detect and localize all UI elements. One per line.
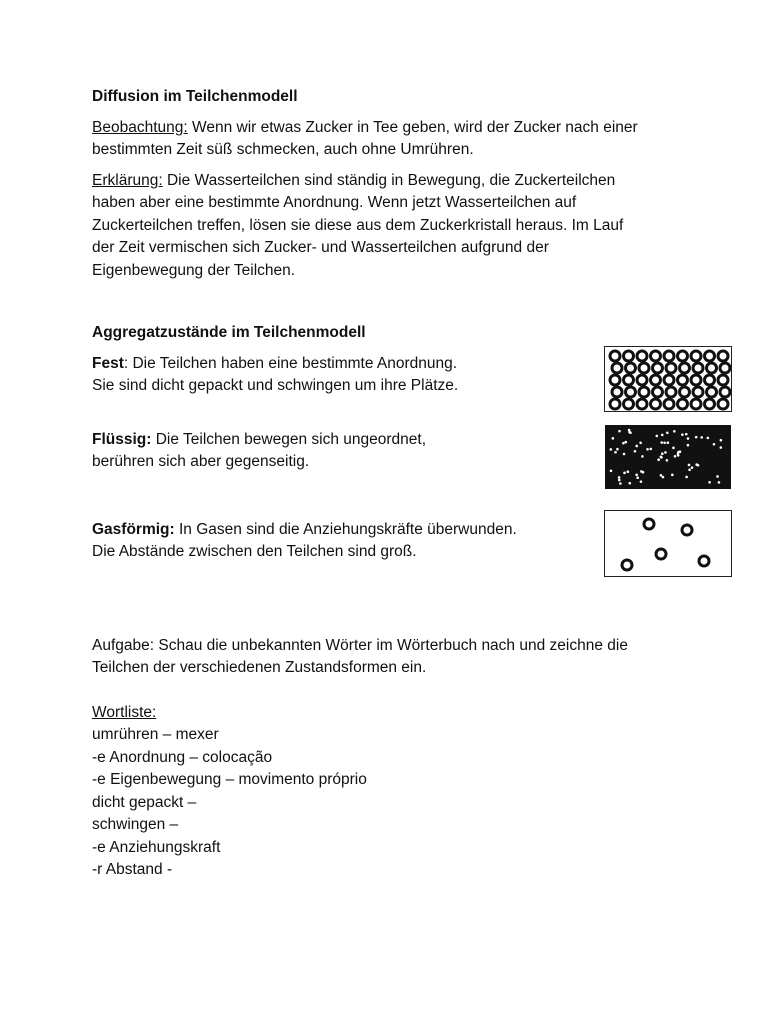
liquid-particle-gap	[640, 480, 643, 483]
liquid-particle-gap	[685, 475, 688, 478]
states-title: Aggregatzustände im Teilchenmodell	[92, 324, 366, 341]
liquid-particle-gap	[720, 446, 723, 449]
explanation-line-4: der Zeit vermischen sich Zucker- und Wasserteilchen aufgrund der	[92, 239, 549, 256]
solid-particle	[610, 351, 620, 361]
solid-particle	[666, 363, 676, 373]
solid-particle-box	[604, 346, 732, 412]
solid-particle	[653, 387, 663, 397]
liquid-particle-gap	[672, 446, 675, 449]
solid-particle	[691, 375, 701, 385]
liquid-particle-gap	[640, 470, 643, 473]
solid-particle	[637, 399, 647, 409]
solid-line-2: Sie sind dicht gepackt und schwingen um ihre Plätze.	[92, 377, 459, 394]
liquid-particle-gap	[707, 436, 710, 439]
liquid-particle-gap	[657, 458, 660, 461]
liquid-particle-gap	[667, 441, 670, 444]
solid-particle	[612, 363, 622, 373]
solid-particle	[678, 351, 688, 361]
liquid-particle-gap	[639, 441, 642, 444]
solid-particle	[651, 351, 661, 361]
solid-particle	[720, 387, 730, 397]
solid-particle	[666, 387, 676, 397]
solid-particle	[705, 375, 715, 385]
solid-particle	[718, 351, 728, 361]
liquid-fill	[605, 425, 731, 489]
state-gas	[92, 519, 732, 635]
liquid-particle-gap	[671, 473, 674, 476]
solid-particle	[707, 387, 717, 397]
solid-particle	[693, 363, 703, 373]
solid-particle	[626, 387, 636, 397]
solid-particle	[678, 375, 688, 385]
liquid-particle-gap	[618, 429, 621, 432]
liquid-particle-gap	[649, 447, 652, 450]
liquid-particle-gap	[663, 441, 666, 444]
liquid-particle-gap	[720, 438, 723, 441]
task-line-1: Aufgabe: Schau die unbekannten Wörter im Wörterbuch nach und zeichne die	[92, 636, 628, 654]
gas-label: Gasförmig:	[92, 520, 175, 538]
liquid-particle-gap	[661, 433, 664, 436]
observation-paragraph	[92, 117, 732, 162]
liquid-particle-gap	[700, 436, 703, 439]
explanation-line-2: haben aber eine bestimmte Anordnung. Wenn jetzt Wasserteilchen auf	[92, 194, 577, 211]
explanation-line-5: Eigenbewegung der Teilchen.	[92, 261, 296, 279]
solid-particle	[705, 351, 715, 361]
solid-particle	[651, 399, 661, 409]
solid-particle	[651, 375, 661, 385]
solid-particle	[707, 363, 717, 373]
liquid-label: Flüssig:	[92, 430, 152, 448]
gas-particle	[699, 556, 709, 566]
liquid-particle-gap	[666, 458, 669, 461]
wordlist-item: schwingen –	[92, 816, 179, 833]
liquid-particle-gap	[716, 475, 719, 478]
solid-label: Fest	[92, 354, 124, 372]
liquid-text	[92, 429, 562, 474]
liquid-particle-gap	[662, 475, 665, 478]
liquid-particle-gap	[614, 450, 617, 453]
liquid-particle-gap	[681, 433, 684, 436]
gas-line-1: In Gasen sind die Anziehungskräfte überwunden.	[174, 520, 517, 538]
liquid-particle-gap	[610, 448, 613, 451]
solid-particle	[718, 375, 728, 385]
solid-particle	[624, 399, 634, 409]
solid-particle	[639, 387, 649, 397]
liquid-particle-gap	[627, 470, 630, 473]
worksheet-page	[92, 86, 732, 882]
gas-line-2: Die Abstände zwischen den Teilchen sind groß.	[92, 543, 417, 560]
solid-particle	[637, 351, 647, 361]
liquid-particle-gap	[687, 443, 690, 446]
solid-particle	[664, 399, 674, 409]
wordlist-item: -e Anordnung – colocação	[92, 748, 273, 766]
solid-line-1: : Die Teilchen haben eine bestimmte Anordnung.	[123, 354, 458, 372]
gas-particles-drawing	[605, 511, 731, 576]
wordlist-item: dicht gepackt –	[92, 793, 197, 811]
liquid-particle-gap	[618, 476, 621, 479]
liquid-particle-gap	[635, 473, 638, 476]
liquid-particle-gap	[660, 473, 663, 476]
liquid-particle-gap	[612, 437, 615, 440]
liquid-particle-box	[604, 423, 732, 489]
liquid-particle-gap	[641, 455, 644, 458]
gas-text	[92, 519, 562, 564]
solid-particle	[664, 351, 674, 361]
solid-particle	[678, 399, 688, 409]
liquid-particle-gap	[679, 450, 682, 453]
solid-particle	[610, 375, 620, 385]
gas-particle	[644, 519, 654, 529]
observation-line-1: Wenn wir etwas Zucker in Tee geben, wird der Zucker nach einer	[187, 118, 638, 136]
solid-particle	[680, 363, 690, 373]
solid-particle	[691, 351, 701, 361]
liquid-particle-gap	[636, 476, 639, 479]
solid-particle	[720, 363, 730, 373]
solid-particle	[626, 363, 636, 373]
wordlist-item: -r Abstand -	[92, 861, 173, 878]
liquid-line-2: berühren sich aber gegenseitig.	[92, 453, 310, 470]
liquid-particle-gap	[661, 452, 664, 455]
wordlist	[92, 702, 732, 882]
solid-particles-drawing	[605, 347, 731, 411]
wordlist-title: Wortliste:	[92, 703, 157, 721]
liquid-particle-gap	[674, 455, 677, 458]
task-line-2: Teilchen der verschiedenen Zustandsformen ein.	[92, 659, 427, 676]
solid-particle	[624, 375, 634, 385]
diffusion-title: Diffusion im Teilchenmodell	[92, 88, 298, 105]
solid-particle	[610, 399, 620, 409]
solid-particle	[680, 387, 690, 397]
gas-particle	[622, 560, 632, 570]
liquid-particle-gap	[628, 481, 631, 484]
liquid-particle-gap	[635, 444, 638, 447]
liquid-particle-gap	[634, 449, 637, 452]
liquid-particle-gap	[673, 430, 676, 433]
liquid-particle-gap	[718, 481, 721, 484]
liquid-particle-gap	[646, 448, 649, 451]
liquid-particle-gap	[618, 478, 621, 481]
observation-label: Beobachtung:	[92, 118, 188, 136]
task-paragraph	[92, 635, 732, 680]
solid-particle	[612, 387, 622, 397]
solid-particle	[624, 351, 634, 361]
liquid-particle-gap	[619, 482, 622, 485]
liquid-particle-gap	[688, 463, 691, 466]
solid-particle	[664, 375, 674, 385]
liquid-particle-gap	[691, 466, 694, 469]
liquid-particle-gap	[713, 442, 716, 445]
solid-particle	[693, 387, 703, 397]
liquid-particle-gap	[664, 451, 667, 454]
solid-particle	[705, 399, 715, 409]
liquid-particle-gap	[688, 468, 691, 471]
state-solid	[92, 353, 732, 423]
liquid-particle-gap	[666, 431, 669, 434]
liquid-particle-gap	[677, 454, 680, 457]
liquid-particle-gap	[628, 428, 631, 431]
wordlist-item: -e Eigenbewegung – movimento próprio	[92, 771, 367, 788]
solid-particle	[639, 363, 649, 373]
liquid-particle-gap	[685, 432, 688, 435]
gas-particle	[656, 549, 666, 559]
liquid-particle-gap	[660, 441, 663, 444]
explanation-label: Erklärung:	[92, 171, 163, 189]
liquid-particle-gap	[623, 471, 626, 474]
liquid-particle-gap	[660, 455, 663, 458]
solid-particle	[691, 399, 701, 409]
liquid-particle-gap	[610, 469, 613, 472]
state-liquid	[92, 429, 732, 519]
solid-particle	[718, 399, 728, 409]
explanation-line-3: Zuckerteilchen treffen, lösen sie diese aus dem Zuckerkristall heraus. Im Lauf	[92, 216, 624, 234]
wordlist-item: -e Anziehungskraft	[92, 838, 221, 856]
liquid-particle-gap	[708, 480, 711, 483]
solid-particle	[653, 363, 663, 373]
wordlist-item: umrühren – mexer	[92, 726, 219, 743]
solid-particle	[637, 375, 647, 385]
explanation-paragraph	[92, 170, 732, 283]
gas-particle-box	[604, 510, 732, 577]
liquid-particle-gap	[687, 437, 690, 440]
liquid-particle-gap	[624, 440, 627, 443]
liquid-particle-gap	[616, 447, 619, 450]
observation-line-2: bestimmten Zeit süß schmecken, auch ohne Umrühren.	[92, 141, 474, 158]
solid-text	[92, 353, 562, 398]
liquid-particle-gap	[623, 452, 626, 455]
liquid-particle-gap	[622, 441, 625, 444]
explanation-line-1: Die Wasserteilchen sind ständig in Bewegung, die Zuckerteilchen	[162, 171, 616, 189]
gas-particle	[682, 525, 692, 535]
liquid-line-1: Die Teilchen bewegen sich ungeordnet,	[151, 430, 427, 448]
liquid-particle-gap	[695, 463, 698, 466]
liquid-particles-drawing	[604, 423, 732, 489]
liquid-particle-gap	[695, 435, 698, 438]
liquid-particle-gap	[655, 434, 658, 437]
